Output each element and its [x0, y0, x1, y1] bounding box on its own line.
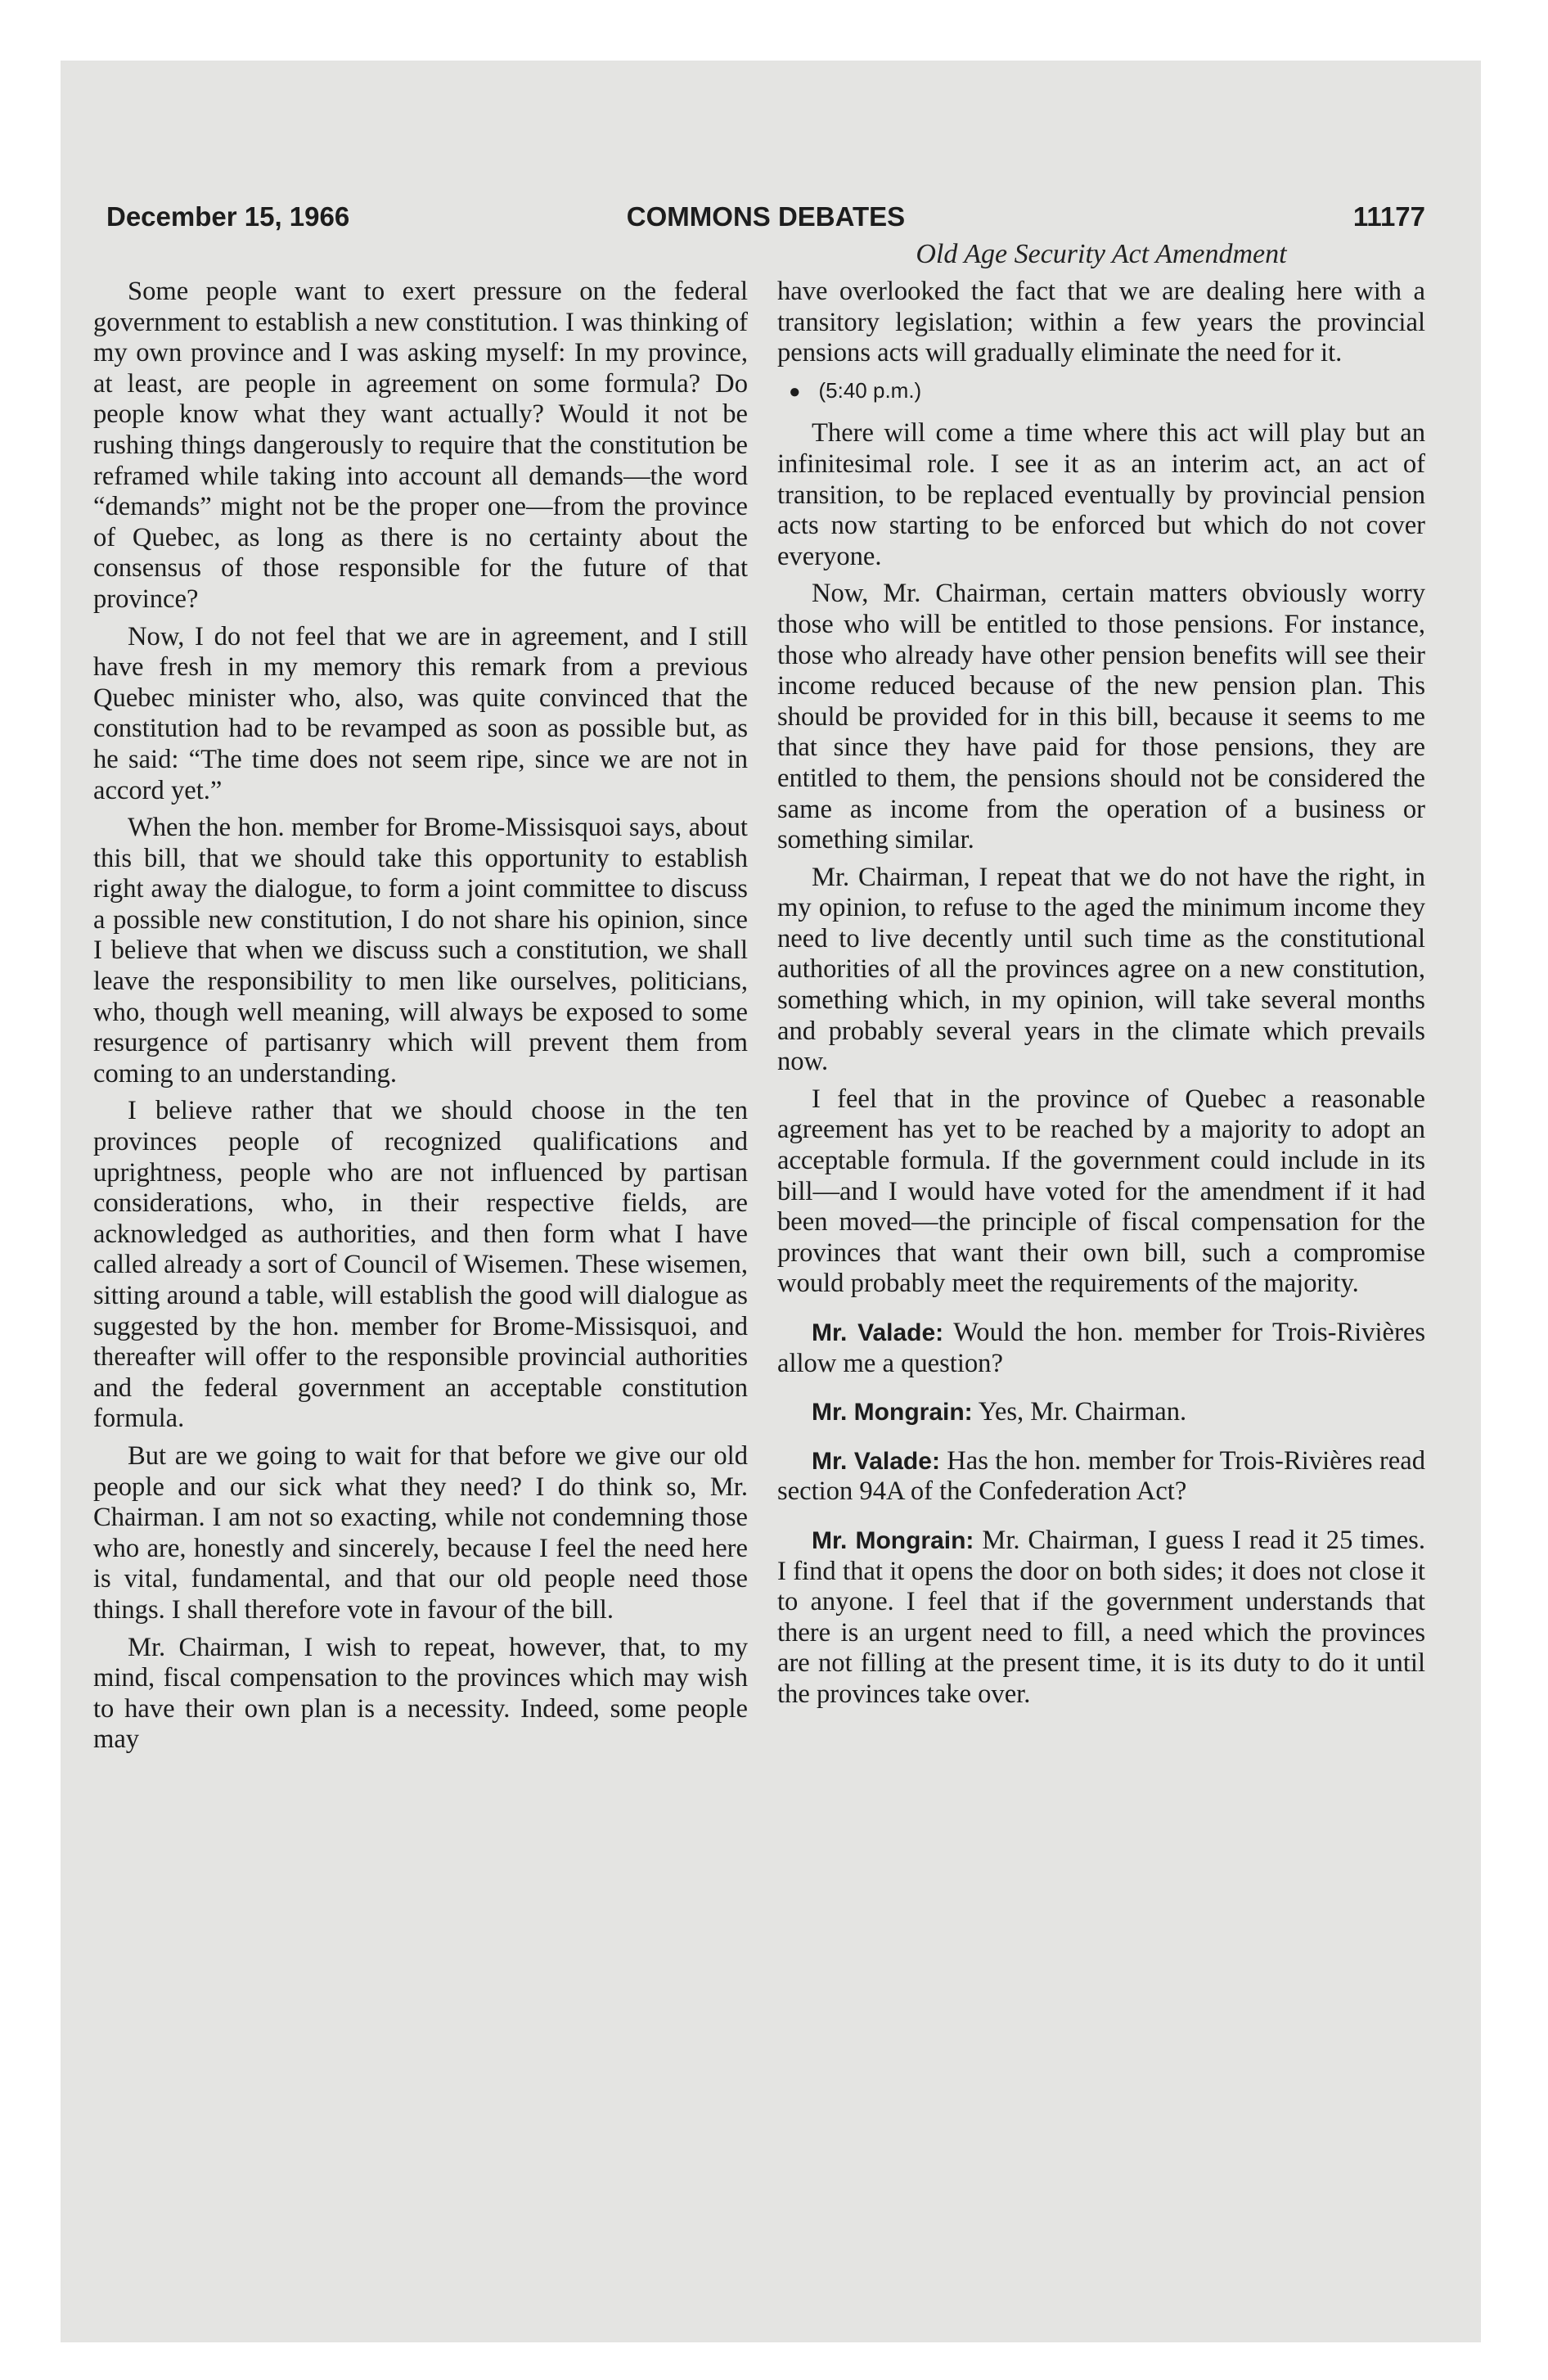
speech-exchange: [777, 1397, 1425, 1428]
section-subheading: Old Age Security Act Amendment: [916, 239, 1287, 269]
header-page-number: 11177: [1352, 201, 1425, 232]
page-header: [106, 201, 1425, 237]
left-column: [93, 277, 748, 1762]
speech-text: Has the hon. member for Trois-Rivières read section 94A of the Confederation Act?: [777, 1445, 1425, 1507]
paragraph: There will come a time where this act will play but an infinitesimal role. I see it as an interim act, an act of transition, to be replaced eventually by provincial pension acts now starting to be enforced but which do not cover everyone.: [777, 418, 1425, 571]
speech-text: Would the hon. member for Trois-Rivières allow me a question?: [777, 1318, 1425, 1378]
timestamp: [789, 376, 1425, 408]
right-column: [777, 277, 1425, 1717]
paragraph: Mr. Chairman, I wish to repeat, however, that, to my mind, fiscal compensation to the provinces which may wish to have their own plan is a necessity. Indeed, some people may: [93, 1632, 748, 1755]
header-title: COMMONS DEBATES: [626, 201, 906, 232]
speech-exchange: [777, 1526, 1425, 1711]
speaker-name: Mr. Mongrain:: [812, 1399, 973, 1427]
speaker-name: Mr. Valade:: [812, 1447, 940, 1475]
speech-exchange: [777, 1318, 1425, 1379]
paragraph: But are we going to wait for that before we give our old people and our sick what they need? I do think so, Mr. Chairman. I am not so exacting, while not condemning those who are, honestly and sincerely, because I feel the need here is vital, fundamental, and that our old people need those things. I shall therefore vote in favour of the bill.: [93, 1440, 748, 1625]
header-date: December 15, 1966: [106, 201, 350, 232]
paragraph: Now, Mr. Chairman, certain matters obviously worry those who will be entitled to those pensions. For instance, those who already have other pension benefits will see their income reduced because of the new pension plan. This should be provided for in this bill, because it seems to me that since they have paid for those pensions, they are entitled to them, the pensions should not be considered the same as income from the operation of a business or something similar.: [777, 579, 1425, 855]
speech-text: Yes, Mr. Chairman.: [978, 1397, 1187, 1427]
paragraph: Some people want to exert pressure on the federal government to establish a new constitution. I was thinking of my own province and I was asking myself: In my province, at least, are people in agreement on some formula? Do people know what they want actually? Would it not be rushing things dangerously to require that the constitution be reframed while taking into account all demands—the word “demands” might not be the proper one—from the province of Quebec, as long as there is no certainty about the consensus of those responsible for the future of that province?: [93, 277, 748, 614]
speaker-name: Mr. Mongrain:: [812, 1526, 974, 1554]
paragraph: Now, I do not feel that we are in agreement, and I still have fresh in my memory this remark from a previous Quebec minister who, also, was quite convinced that the constitution had to be revamped as soon as possible but, as he said: “The time does not seem ripe, since we are not in accord yet.”: [93, 621, 748, 805]
continued-paragraph: have overlooked the fact that we are dealing here with a transitory legislation; within a few years the provincial pensions acts will gradually eliminate the need for it.: [777, 277, 1425, 368]
speech-exchange: [777, 1446, 1425, 1508]
bullet-icon: ●: [789, 380, 801, 403]
speech-text: Mr. Chairman, I guess I read it 25 times. I find that it opens the door on both sides; it does not close it to anyone. I feel that if the government understands that there is an urgent need to fill, a need which the provinces are not filling at the present time, it is its duty to do it until the provinces take over.: [777, 1525, 1425, 1709]
paragraph: I feel that in the province of Quebec a reasonable agreement has yet to be reached by a majority to adopt an acceptable formula. If the government could include in its bill—and I would have voted for the amendment if it had been moved—the principle of fiscal compensation for the provinces that want their own bill, such a compromise would probably meet the requirements of the majority.: [777, 1084, 1425, 1299]
paragraph: I believe rather that we should choose in the ten provinces people of recognized qualifications and uprightness, people who are not influenced by partisan considerations, who, in their respective fields, are acknowledged as authorities, and then form what I have called already a sort of Council of Wisemen. These wisemen, sitting around a table, will establish the good will dialogue as suggested by the hon. member for Brome-Missisquoi, and thereafter will offer to the responsible provincial authorities and the federal government an acceptable constitution formula.: [93, 1096, 748, 1434]
timestamp-text: (5:40 p.m.): [818, 377, 922, 403]
paragraph: Mr. Chairman, I repeat that we do not have the right, in my opinion, to refuse to the aged the minimum income they need to live decently until such time as the constitutional authorities of all the provinces agree on a new constitution, something which, in my opinion, will take several months and probably several years in the climate which prevails now.: [777, 862, 1425, 1077]
paragraph: When the hon. member for Brome-Missisquoi says, about this bill, that we should take this opportunity to establish right away the dialogue, to form a joint committee to discuss a possible new constitution, I do not share his opinion, since I believe that when we discuss such a constitution, we shall leave the responsibility to men like ourselves, politicians, who, though well meaning, will always be exposed to some resurgence of partisanry which will prevent them from coming to an understanding.: [93, 813, 748, 1089]
speaker-name: Mr. Valade:: [812, 1319, 944, 1346]
